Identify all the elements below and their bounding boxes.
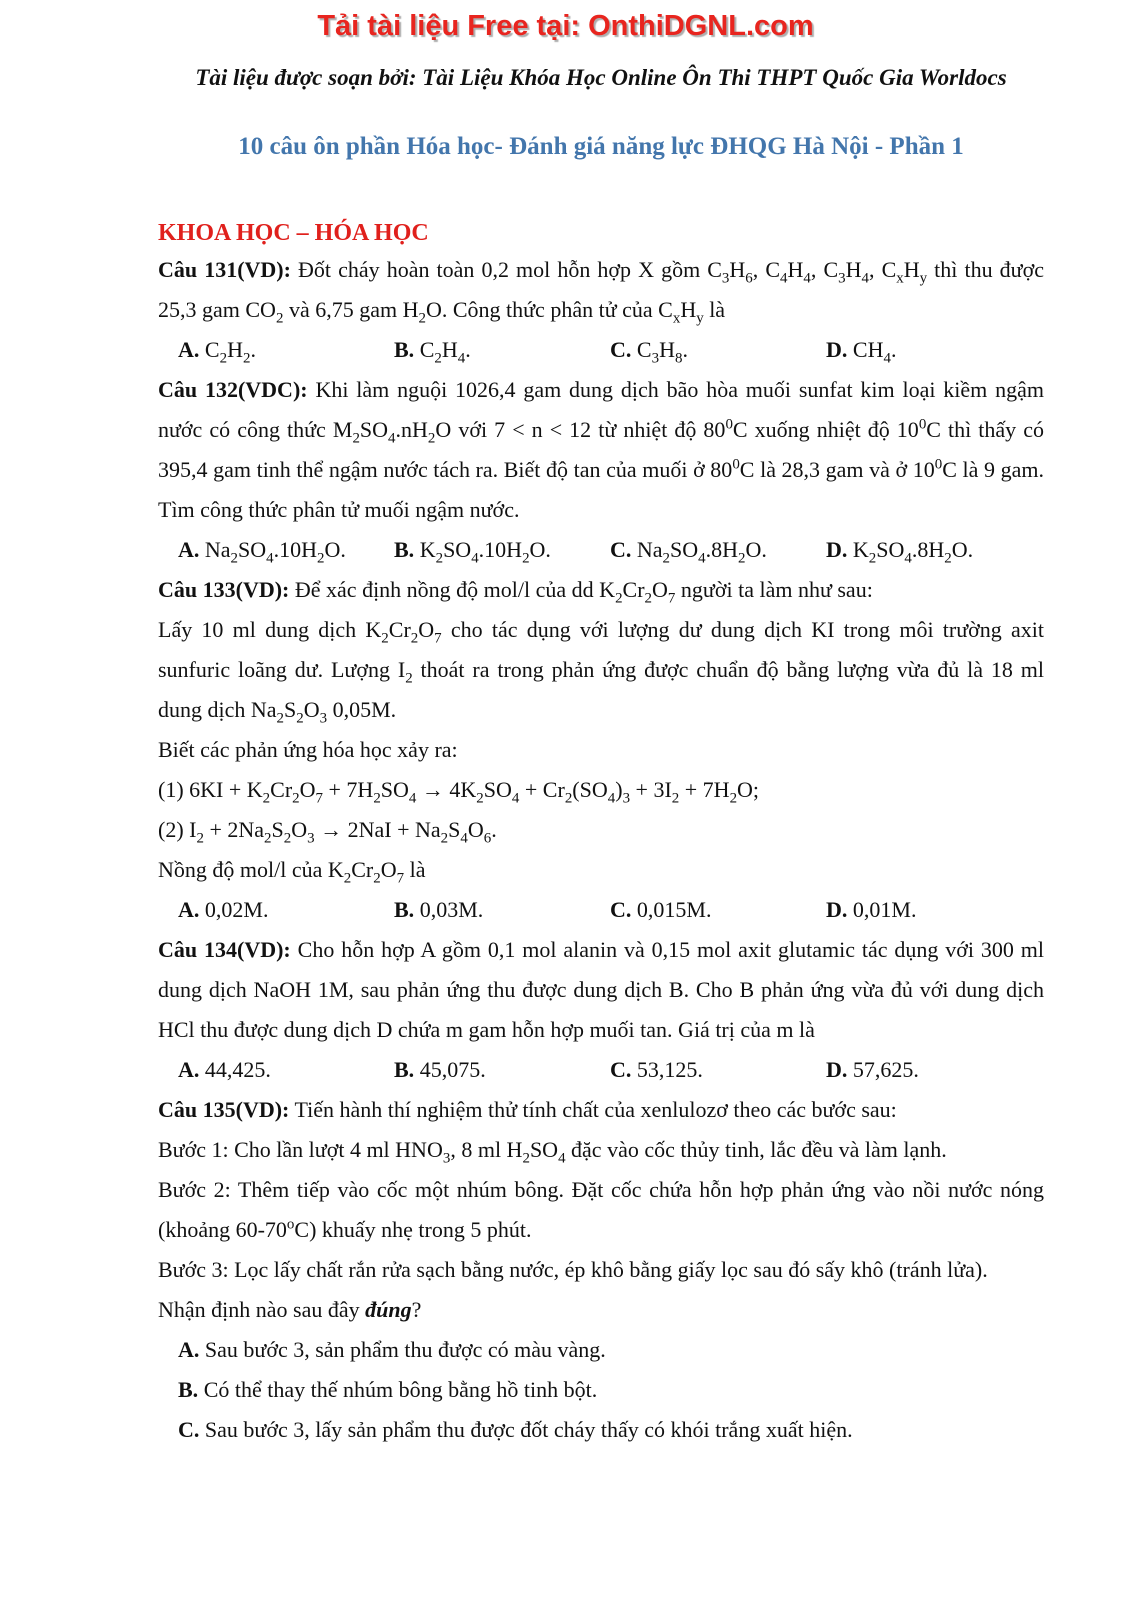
option-text: 53,125.	[636, 1057, 703, 1082]
question-label: Câu 133(VD):	[158, 577, 290, 602]
source-credit-line: Tài liệu được soạn bởi: Tài Liệu Khóa Học Online Ôn Thi THPT Quốc Gia Worldocs	[195, 65, 1007, 90]
option-key: D.	[826, 1057, 848, 1082]
option-item	[826, 890, 1044, 930]
option-key: B.	[178, 1377, 199, 1402]
option-item	[394, 890, 610, 930]
option-key: A.	[178, 337, 200, 362]
option-item	[178, 890, 394, 930]
option-item	[610, 530, 826, 570]
option-item	[178, 330, 394, 370]
question-text: Đốt cháy hoàn toàn 0,2 mol hỗn hợp X gồm $C_3H_6$, $C_4H_4$, $C_3H_4$, $C_xH_y$ thì thu được 25,3 gam $CO_2$ và 6,75 gam $H_2O$. Công thức phân tử của $C_xH_y$ là	[158, 257, 1044, 327]
option-key: B.	[394, 1057, 415, 1082]
option-text: $CH_4$.	[852, 337, 897, 367]
question-paragraph: Bước 2: Thêm tiếp vào cốc một nhúm bông. Đặt cốc chứa hỗn hợp phản ứng vào nồi nước nóng (khoảng 60-70$^o$C) khuấy nhẹ trong 5 phút.	[158, 1177, 1044, 1242]
question-paragraph: (2) $I_2 + 2Na_2S_2O_3 \to 2NaI + Na_2S_4O_6$.	[158, 817, 497, 847]
options-row	[158, 1050, 1044, 1090]
option-item	[178, 530, 394, 570]
options-stack	[158, 1330, 1044, 1450]
option-text: $K_2SO_4.8H_2O$.	[852, 537, 974, 567]
question-lead	[158, 1090, 1044, 1130]
question-paragraph: Nhận định nào sau đây đúng?	[158, 1297, 422, 1322]
option-item	[158, 1330, 1044, 1370]
option-key: A.	[178, 1057, 200, 1082]
options-row	[158, 330, 1044, 370]
question-lead	[158, 570, 1044, 610]
option-text: 0,03M.	[419, 897, 484, 922]
options-row	[158, 530, 1044, 570]
question-lead	[158, 370, 1044, 530]
question-text: Tiến hành thí nghiệm thử tính chất của xenlulozơ theo các bước sau:	[294, 1097, 897, 1122]
question-lead	[158, 250, 1044, 330]
option-text: $C_2H_4$.	[419, 337, 471, 367]
option-item	[394, 330, 610, 370]
option-text: Sau bước 3, lấy sản phẩm thu được đốt cháy thấy có khói trắng xuất hiện.	[204, 1417, 853, 1442]
question-label: Câu 135(VD):	[158, 1097, 290, 1122]
question-paragraph: Nồng độ mol/l của $K_2Cr_2O_7$ là	[158, 857, 426, 887]
option-text: 0,015M.	[636, 897, 712, 922]
option-item	[826, 330, 1044, 370]
option-text: 45,075.	[419, 1057, 486, 1082]
option-key: C.	[178, 1417, 200, 1442]
question-label: Câu 132(VDC):	[158, 377, 308, 402]
question-lead	[158, 930, 1044, 1050]
option-key: D.	[826, 537, 848, 562]
option-key: A.	[178, 537, 200, 562]
option-key: C.	[610, 1057, 632, 1082]
document-title: 10 câu ôn phần Hóa học- Đánh giá năng lực ĐHQG Hà Nội - Phần 1	[238, 133, 964, 160]
option-key: B.	[394, 537, 415, 562]
questions-list	[158, 250, 1044, 1450]
option-key: D.	[826, 337, 848, 362]
question-paragraph: Lấy 10 ml dung dịch $K_2Cr_2O_7$ cho tác dụng với lượng dư dung dịch KI trong môi trường axit sunfuric loãng dư. Lượng $I_2$ thoát ra trong phản ứng được chuẩn độ bằng lượng vừa đủ là 18 ml dung dịch $Na_2S_2O_3$ 0,05M.	[158, 617, 1044, 727]
question-paragraph: Biết các phản ứng hóa học xảy ra:	[158, 737, 458, 762]
option-text: 57,625.	[852, 1057, 919, 1082]
option-text: 44,425.	[204, 1057, 271, 1082]
option-key: A.	[178, 897, 200, 922]
option-key: D.	[826, 897, 848, 922]
question-text: Khi làm nguội 1026,4 gam dung dịch bão hòa muối sunfat kim loại kiềm ngậm nước có công thức $M_2SO_4.nH_2O$ với 7 < n < 12 từ nhiệt độ $80^0C$ xuống nhiệt độ $10^0C$ thì thấy có 395,4 gam tinh thể ngậm nước tách ra. Biết độ tan của muối ở $80^0C$ là 28,3 gam và ở $10^0C$ là 9 gam. Tìm công thức phân tử muối ngậm nước.	[158, 377, 1045, 522]
option-text: $K_2SO_4.10H_2O$.	[419, 537, 551, 567]
download-banner: Tải tài liệu Free tại: OnthiDGNL.com	[317, 10, 814, 42]
option-item	[610, 890, 826, 930]
question-block	[158, 570, 1044, 930]
question-text: Để xác định nồng độ mol/l của dd $K_2Cr_2O_7$ người ta làm như sau:	[294, 577, 873, 607]
option-key: C.	[610, 897, 632, 922]
option-text: $C_3H_8$.	[636, 337, 688, 367]
option-item	[394, 530, 610, 570]
option-text: $Na_2SO_4.10H_2O$.	[204, 537, 346, 567]
options-row	[158, 890, 1044, 930]
question-paragraph: Bước 3: Lọc lấy chất rắn rửa sạch bằng nước, ép khô bằng giấy lọc sau đó sấy khô (tránh lửa).	[158, 1257, 988, 1282]
option-item	[610, 1050, 826, 1090]
question-paragraph: Bước 1: Cho lần lượt 4 ml $HNO_3$, 8 ml $H_2SO_4$ đặc vào cốc thủy tinh, lắc đều và làm lạnh.	[158, 1137, 947, 1167]
question-block	[158, 930, 1044, 1090]
question-label: Câu 134(VD):	[158, 937, 291, 962]
question-block	[158, 1090, 1044, 1450]
option-item	[826, 530, 1044, 570]
question-label: Câu 131(VD):	[158, 257, 291, 282]
question-text: Cho hỗn hợp A gồm 0,1 mol alanin và 0,15 mol axit glutamic tác dụng với 300 ml dung dịch NaOH 1M, sau phản ứng thu được dung dịch B. Cho B phản ứng vừa đủ với dung dịch HCl thu được dung dịch D chứa m gam hỗn hợp muối tan. Giá trị của m là	[158, 937, 1045, 1042]
option-key: A.	[178, 1337, 200, 1362]
option-key: C.	[610, 337, 632, 362]
question-block	[158, 250, 1044, 370]
option-text: 0,01M.	[852, 897, 917, 922]
option-text: Có thể thay thế nhúm bông bằng hồ tinh bột.	[203, 1377, 598, 1402]
option-text: $C_2H_2$.	[204, 337, 256, 367]
option-text: 0,02M.	[204, 897, 269, 922]
option-key: B.	[394, 337, 415, 362]
option-item	[178, 1050, 394, 1090]
option-key: B.	[394, 897, 415, 922]
option-item	[158, 1410, 1044, 1450]
option-text: Sau bước 3, sản phẩm thu được có màu vàng.	[204, 1337, 606, 1362]
option-item	[158, 1370, 1044, 1410]
option-item	[610, 330, 826, 370]
question-paragraph: (1) $6KI + K_2Cr_2O_7 + 7H_2SO_4 \to 4K_2SO_4 + Cr_2(SO_4)_3 + 3I_2 + 7H_2O$;	[158, 777, 760, 807]
option-item	[394, 1050, 610, 1090]
question-block	[158, 370, 1044, 570]
document-page	[158, 0, 1044, 1450]
option-text: $Na_2SO_4.8H_2O$.	[636, 537, 767, 567]
section-heading: KHOA HỌC – HÓA HỌC	[158, 220, 429, 246]
option-key: C.	[610, 537, 632, 562]
option-item	[826, 1050, 1044, 1090]
